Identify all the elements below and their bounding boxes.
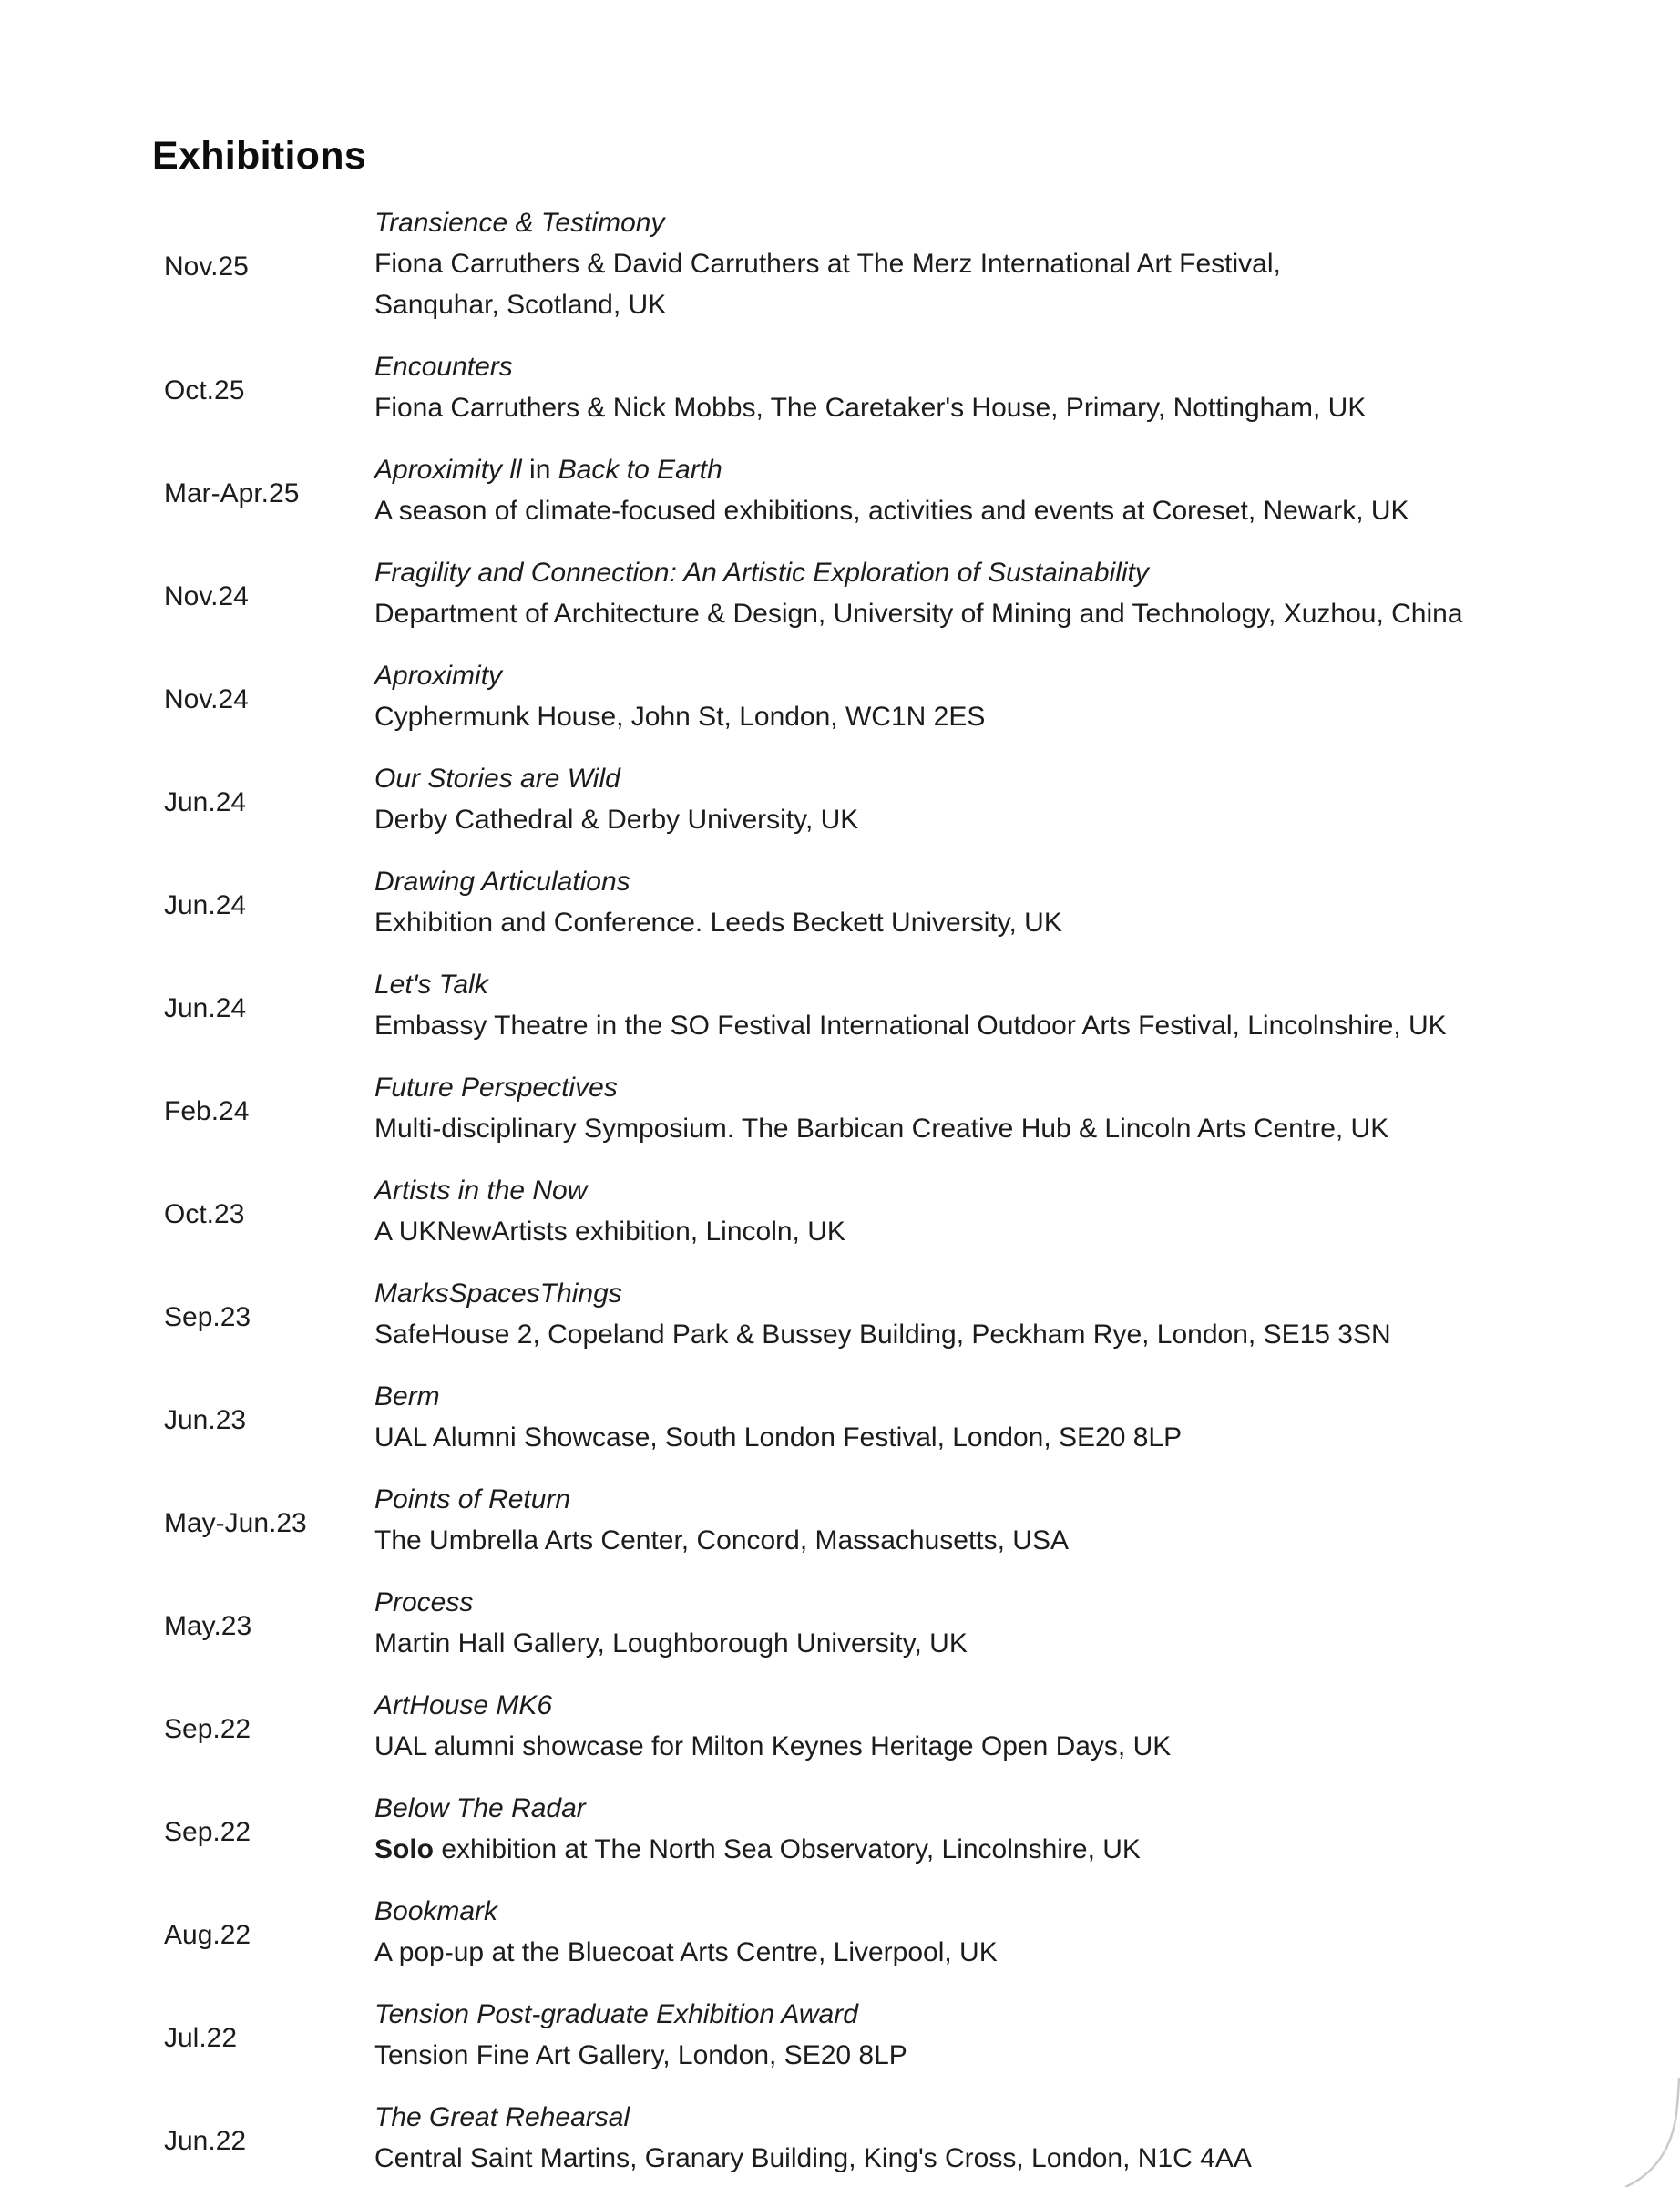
entry-lines	[374, 1726, 1603, 1767]
title-segment: Drawing Articulations	[374, 867, 630, 897]
entry-title	[374, 1376, 1603, 1417]
exhibition-entry	[164, 1273, 1603, 1355]
entry-date: Nov.25	[164, 252, 249, 282]
title-segment: in	[529, 455, 558, 485]
entry-detail-line	[374, 799, 1603, 840]
detail-segment: Embassy Theatre in the SO Festival International Outdoor Arts Festival, Lincolnshire, UK	[374, 1011, 1447, 1041]
entry-date: Aug.22	[164, 1919, 251, 1950]
title-segment: Encounters	[374, 352, 513, 382]
entry-title	[374, 346, 1603, 387]
entry-detail-line	[374, 902, 1603, 943]
entry-content	[374, 1685, 1603, 1767]
exhibition-entry	[164, 1788, 1603, 1870]
exhibition-entry	[164, 1994, 1603, 2076]
entry-content	[374, 1994, 1603, 2076]
entry-detail-line	[374, 387, 1603, 428]
title-segment: Our Stories are Wild	[374, 764, 620, 794]
exhibition-entry	[164, 1067, 1603, 1149]
title-segment: Points of Return	[374, 1484, 571, 1514]
detail-segment: Fiona Carruthers & David Carruthers at The Merz International Art Festival,	[374, 249, 1281, 279]
entry-detail-line	[374, 1108, 1603, 1149]
title-segment: Berm	[374, 1381, 440, 1412]
exhibition-entry	[164, 1891, 1603, 1973]
entry-lines	[374, 1623, 1603, 1664]
exhibition-entry	[164, 2097, 1603, 2179]
entry-date: Nov.24	[164, 580, 249, 611]
title-segment: Artists in the Now	[374, 1176, 588, 1206]
exhibition-entry	[164, 202, 1603, 325]
entry-lines	[374, 1314, 1603, 1355]
exhibition-entry	[164, 1479, 1603, 1561]
entry-content	[374, 758, 1603, 840]
entry-content	[374, 1273, 1603, 1355]
entry-content	[374, 202, 1603, 325]
entry-lines	[374, 243, 1603, 325]
detail-segment: A season of climate-focused exhibitions, activities and events at Coreset, Newark, UK	[374, 496, 1409, 526]
exhibitions-list	[164, 202, 1603, 2179]
title-segment: Transience & Testimony	[374, 208, 665, 238]
title-segment: Back to Earth	[558, 455, 722, 485]
detail-segment: A pop-up at the Bluecoat Arts Centre, Liverpool, UK	[374, 1937, 998, 1967]
entry-content	[374, 1376, 1603, 1458]
entry-lines	[374, 1520, 1603, 1561]
entry-detail-line	[374, 1417, 1603, 1458]
title-segment: Tension Post-graduate Exhibition Award	[374, 1999, 858, 2029]
detail-segment: A UKNewArtists exhibition, Lincoln, UK	[374, 1217, 845, 1247]
exhibition-entry	[164, 1685, 1603, 1767]
entry-detail-line	[374, 284, 1603, 325]
entry-detail-line	[374, 1520, 1603, 1561]
page-title: Exhibitions	[152, 134, 367, 178]
title-segment: Fragility and Connection: An Artistic Exploration of Sustainability	[374, 558, 1149, 588]
entry-date: Sep.22	[164, 1713, 251, 1744]
title-segment: Process	[374, 1587, 474, 1617]
entry-detail-line	[374, 1932, 1603, 1973]
entry-title	[374, 1067, 1603, 1108]
entry-lines	[374, 2138, 1603, 2179]
entry-date: Mar-Apr.25	[164, 477, 300, 508]
entry-detail-line	[374, 2138, 1603, 2179]
entry-content	[374, 1891, 1603, 1973]
title-segment: Aproximity	[374, 661, 503, 691]
title-segment: Aproximity ll	[374, 455, 530, 485]
entry-title	[374, 202, 1603, 243]
entry-detail-line	[374, 2035, 1603, 2076]
entry-title	[374, 1582, 1603, 1623]
exhibition-entry	[164, 346, 1603, 428]
entry-content	[374, 1067, 1603, 1149]
detail-segment: Multi-disciplinary Symposium. The Barbican Creative Hub & Lincoln Arts Centre, UK	[374, 1114, 1389, 1144]
entry-lines	[374, 387, 1603, 428]
entry-lines	[374, 1005, 1603, 1046]
title-segment: Below The Radar	[374, 1793, 586, 1823]
title-segment: ArtHouse MK6	[374, 1690, 553, 1720]
entry-title	[374, 758, 1603, 799]
title-segment: Let's Talk	[374, 970, 488, 1000]
entry-title	[374, 1994, 1603, 2035]
entry-date: Jul.22	[164, 2022, 238, 2053]
exhibition-entry	[164, 1582, 1603, 1664]
entry-content	[374, 1170, 1603, 1252]
entry-date: Jun.24	[164, 992, 247, 1023]
title-segment: The Great Rehearsal	[374, 2102, 630, 2132]
entry-detail-line	[374, 1211, 1603, 1252]
entry-title	[374, 1273, 1603, 1314]
detail-segment: The Umbrella Arts Center, Concord, Massachusetts, USA	[374, 1525, 1069, 1556]
entry-content	[374, 1582, 1603, 1664]
entry-detail-line	[374, 1623, 1603, 1664]
detail-segment: Solo	[374, 1834, 434, 1864]
detail-segment: SafeHouse 2, Copeland Park & Bussey Building, Peckham Rye, London, SE15 3SN	[374, 1319, 1391, 1350]
detail-segment: Exhibition and Conference. Leeds Beckett University, UK	[374, 908, 1062, 938]
exhibition-entry	[164, 449, 1603, 531]
entry-date: Jun.24	[164, 786, 247, 817]
entry-lines	[374, 2035, 1603, 2076]
page-curl-mark	[1624, 2078, 1680, 2187]
entry-lines	[374, 490, 1603, 531]
detail-segment: UAL alumni showcase for Milton Keynes Heritage Open Days, UK	[374, 1731, 1172, 1761]
entry-date: Nov.24	[164, 683, 249, 714]
entry-title	[374, 655, 1603, 696]
entry-title	[374, 964, 1603, 1005]
entry-lines	[374, 1932, 1603, 1973]
exhibition-entry	[164, 1376, 1603, 1458]
detail-segment: Martin Hall Gallery, Loughborough University, UK	[374, 1628, 968, 1658]
entry-detail-line	[374, 1005, 1603, 1046]
entry-date: Jun.24	[164, 889, 247, 920]
entry-lines	[374, 696, 1603, 737]
entry-content	[374, 2097, 1603, 2179]
entry-date: May-Jun.23	[164, 1507, 307, 1538]
entry-title	[374, 1891, 1603, 1932]
exhibition-entry	[164, 552, 1603, 634]
entry-lines	[374, 1108, 1603, 1149]
entry-content	[374, 861, 1603, 943]
exhibition-entry	[164, 1170, 1603, 1252]
entry-title	[374, 1170, 1603, 1211]
entry-detail-line	[374, 593, 1603, 634]
entry-date: Jun.22	[164, 2125, 247, 2156]
entry-lines	[374, 1211, 1603, 1252]
entry-date: Feb.24	[164, 1095, 250, 1126]
detail-segment: Central Saint Martins, Granary Building, King's Cross, London, N1C 4AA	[374, 2143, 1252, 2173]
exhibition-entry	[164, 964, 1603, 1046]
detail-segment: Tension Fine Art Gallery, London, SE20 8LP	[374, 2040, 907, 2070]
exhibition-entry	[164, 861, 1603, 943]
entry-detail-line	[374, 1314, 1603, 1355]
entry-lines	[374, 593, 1603, 634]
detail-segment: Fiona Carruthers & Nick Mobbs, The Caretaker's House, Primary, Nottingham, UK	[374, 393, 1367, 423]
entry-date: Jun.23	[164, 1404, 247, 1435]
detail-segment: UAL Alumni Showcase, South London Festival, London, SE20 8LP	[374, 1422, 1183, 1453]
entry-date: Sep.22	[164, 1816, 251, 1847]
entry-title	[374, 2097, 1603, 2138]
detail-segment: Derby Cathedral & Derby University, UK	[374, 805, 859, 835]
exhibition-entry	[164, 758, 1603, 840]
title-segment: MarksSpacesThings	[374, 1278, 622, 1309]
entry-lines	[374, 1417, 1603, 1458]
entry-date: Oct.25	[164, 375, 245, 406]
entry-date: Oct.23	[164, 1198, 245, 1229]
entry-detail-line	[374, 1726, 1603, 1767]
entry-detail-line	[374, 1829, 1603, 1870]
entry-content	[374, 552, 1603, 634]
entry-content	[374, 1788, 1603, 1870]
entry-content	[374, 346, 1603, 428]
exhibition-entry	[164, 655, 1603, 737]
entry-lines	[374, 799, 1603, 840]
detail-segment: Department of Architecture & Design, University of Mining and Technology, Xuzhou, China	[374, 599, 1463, 629]
detail-segment: exhibition at The North Sea Observatory, Lincolnshire, UK	[434, 1834, 1141, 1864]
title-segment: Future Perspectives	[374, 1073, 618, 1103]
entry-detail-line	[374, 243, 1603, 284]
entry-lines	[374, 902, 1603, 943]
entry-content	[374, 449, 1603, 531]
entry-detail-line	[374, 490, 1603, 531]
detail-segment: Sanquhar, Scotland, UK	[374, 290, 667, 320]
entry-title	[374, 1479, 1603, 1520]
entry-title	[374, 861, 1603, 902]
entry-title	[374, 1685, 1603, 1726]
entry-detail-line	[374, 696, 1603, 737]
detail-segment: Cyphermunk House, John St, London, WC1N 2ES	[374, 702, 986, 732]
entry-lines	[374, 1829, 1603, 1870]
entry-title	[374, 1788, 1603, 1829]
entry-date: May.23	[164, 1610, 252, 1641]
entry-content	[374, 655, 1603, 737]
entry-title	[374, 552, 1603, 593]
entry-content	[374, 964, 1603, 1046]
entry-content	[374, 1479, 1603, 1561]
entry-date: Sep.23	[164, 1301, 251, 1332]
title-segment: Bookmark	[374, 1896, 498, 1926]
entry-title	[374, 449, 1603, 490]
